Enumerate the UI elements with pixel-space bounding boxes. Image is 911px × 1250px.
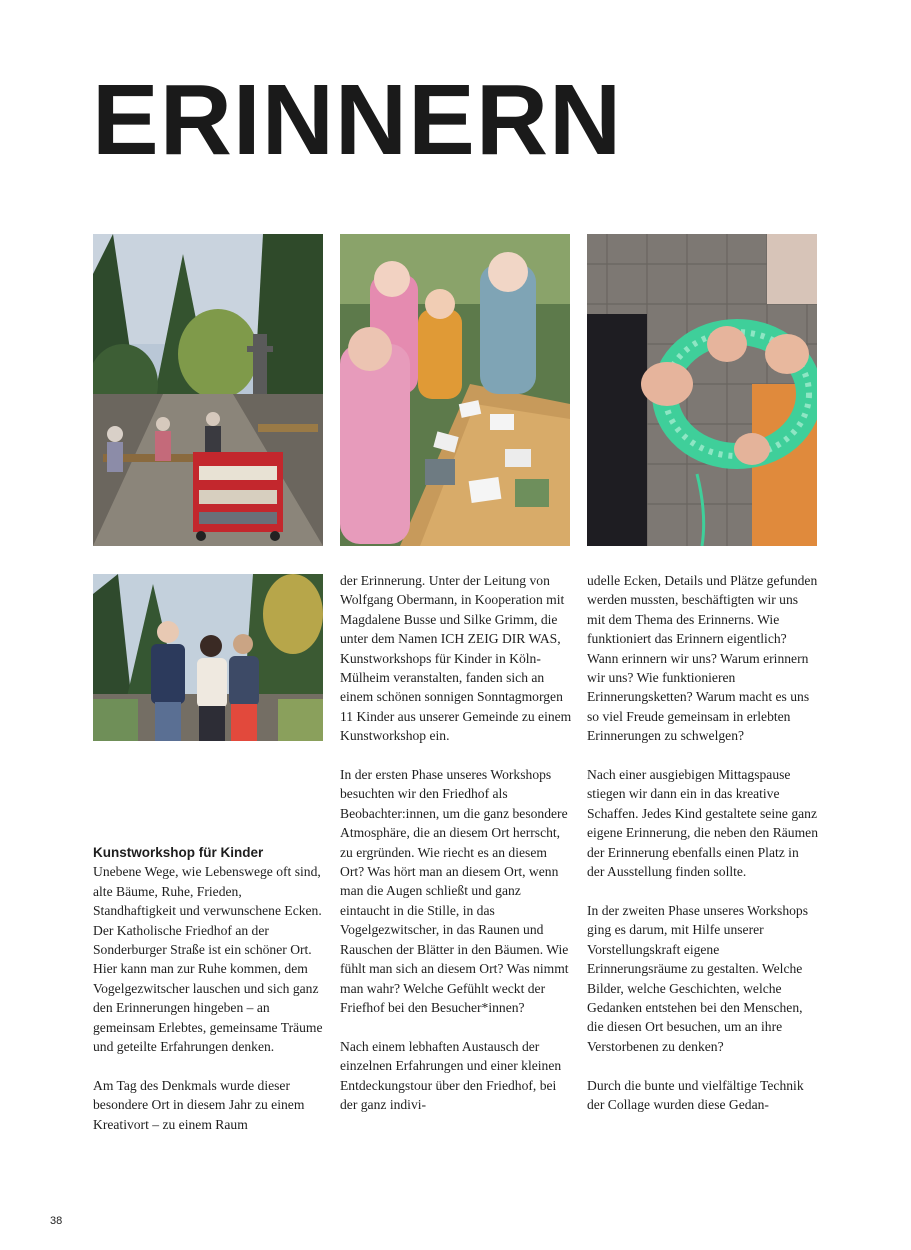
paragraph: In der zweiten Phase unseres Workshops ging es darum, mit Hilfe unserer Vorstellungskraft eigene Erinnerungsräume zu gestalten. Welche Bilder, welche Geschichten, welche Gedanken entstehen bei den Menschen, die diesen Ort besuchen, um an ihre Verstorbenen zu denken? xyxy=(587,902,809,1054)
paragraph: Nach einem lebhaften Austausch der einzelnen Erfahrungen und einer kleinen Entdeckungstour über den Friedhof, bei der ganz indivi- xyxy=(340,1038,562,1112)
paragraph: Nach einer ausgiebigen Mittagspause stiegen wir dann ein in das kreative Schaffen. Jedes Kind gestaltete seine ganz eigene Erinnerung, die neben den Räumen der Erinnerung ebenfalls einen Platz in der Ausstellung finden sollte. xyxy=(587,767,819,880)
photo-cemetery-workshop xyxy=(93,234,323,546)
paragraph: der Erinnerung. Unter der Leitung von Wolfgang Obermann, in Kooperation mit Magdalene Busse und Silke Grimm, die unter dem Namen ICH ZEIG DIR WAS, Kunstworkshops für Kinder in Köln-Mülheim veranstalten, fanden sich an einem schönen sonnigen Sonntagmorgen 11 Kinder aus unserer Gemeinde zu einem Kunstworkshop ein. xyxy=(340,573,572,744)
paragraph: Unebene Wege, wie Lebenswege oft sind, alte Bäume, Ruhe, Frieden, Standhaftigkeit und verwunschene Ecken. Der Katholische Friedhof an der Sonderburger Straße ist ein schöner Ort. Hier kann man zur Ruhe kommen, dem Vogelgezwitscher lauschen und sich ganz den Erinnerungen hingeben – an gemeinsam Erlebtes, gemeinsame Träume und geteilte Erfahrungen denken. xyxy=(93,864,323,1055)
article-column-2 xyxy=(340,571,572,1114)
paragraph: In der ersten Phase unseres Workshops besuchten wir den Friedhof als Beobachter:innen, um die ganz besondere Atmosphäre, die an diesem Ort herrscht, zu ergründen. Wie riecht es an diesem Ort? Was hört man an diesem Ort, wenn man die Augen schließt und ganz eintaucht in die Stille, in das Vogelgezwitscher, in das Raunen und Rauschen der Blätter in den Bäumen. Wie fühlt man sich an diesem Ort? Was nimmt man wahr? Welche Gefühlt weckt der Friefhof bei den Besucher*innen? xyxy=(340,767,569,1015)
page-number: 38 xyxy=(50,1215,63,1227)
paragraph: udelle Ecken, Details und Plätze gefunden werden mussten, beschäftigten wir uns mit dem Thema des Erinnerns. Wie funktioniert das Erinnern eigentlich? Wann erinnern wir uns? Warum erinnern wir uns? Wie funktionieren Erinnerungsketten? Warum macht es uns so viel Freude gemeinsam in erlebten Erinnerungen zu schwelgen? xyxy=(587,573,818,744)
paragraph: Durch die bunte und vielfältige Technik der Collage wurden diese Gedan- xyxy=(587,1077,804,1112)
paragraph: Am Tag des Denkmals wurde dieser besondere Ort in diesem Jahr zu einem Kreativort – zu einem Raum xyxy=(93,1077,305,1132)
page-title: ERINNERN xyxy=(92,64,623,176)
article-column-1 xyxy=(93,843,325,1134)
photo-children-cards xyxy=(340,234,570,546)
article-column-3 xyxy=(587,571,819,1114)
article-subheading: Kunstworkshop für Kinder xyxy=(93,845,264,860)
photo-wool-wreath xyxy=(587,234,817,546)
photo-organizers xyxy=(93,574,323,741)
